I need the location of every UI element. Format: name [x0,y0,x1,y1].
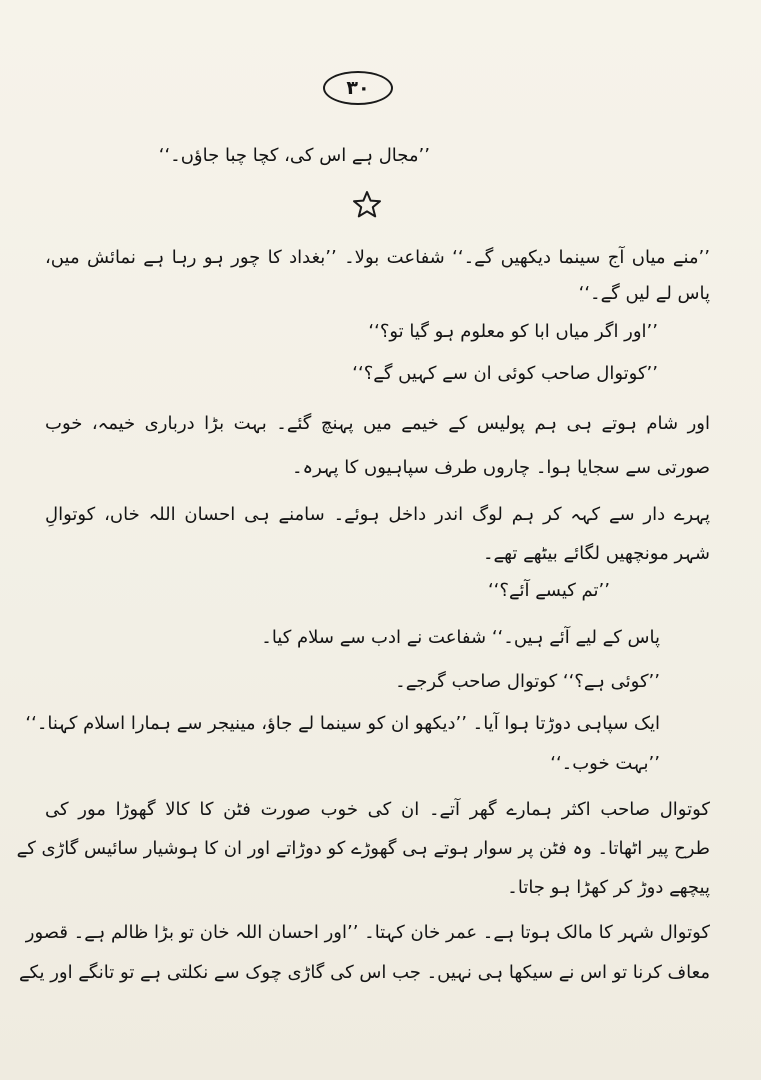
text-line: اور شام ہوتے ہی ہم پولیس کے خیمے میں پہنچ گئے۔ بہت بڑا درباری خیمہ، خوب [45,413,710,434]
text-line: ’’کوتوال صاحب کوئی ان سے کہیں گے؟‘‘ [352,363,658,384]
page-number-badge: ۳۰ [323,71,393,105]
text-line: ’’تم کیسے آئے؟‘‘ [487,580,610,601]
text-line: ’’منے میاں آج سینما دیکھیں گے۔‘‘ شفاعت بولا۔ ’’بغداد کا چور ہو رہا ہے نمائش میں، [45,247,710,268]
text-line: پیچھے دوڑ کر کھڑا ہو جاتا۔ [507,877,710,898]
text-line: پہرے دار سے کہہ کر ہم لوگ اندر داخل ہوئے۔ سامنے ہی احسان اللہ خاں، کوتوالِ [45,504,710,525]
text-line: ’’بہت خوب۔‘‘ [550,753,660,774]
text-line: ایک سپاہی دوڑتا ہوا آیا۔ ’’دیکھو ان کو سینما لے جاؤ، مینیجر سے ہمارا اسلام کہنا۔‘‘ [25,713,660,734]
text-line: کوتوال صاحب اکثر ہمارے گھر آتے۔ ان کی خوب صورت فٹن کا کالا گھوڑا مور کی [45,799,710,820]
star-icon [352,190,382,218]
text-line: ’’اور اگر میاں ابا کو معلوم ہو گیا تو؟‘‘ [368,321,658,342]
text-line: ’’مجال ہے اس کی، کچا چبا جاؤں۔‘‘ [158,145,430,166]
text-line: پاس کے لیے آئے ہیں۔‘‘ شفاعت نے ادب سے سلام کیا۔ [261,627,660,648]
text-line: صورتی سے سجایا ہوا۔ چاروں طرف سپاہیوں کا پہرہ۔ [291,457,710,478]
text-line: شہر مونچھیں لگائے بیٹھے تھے۔ [482,543,710,564]
text-line: پاس لے لیں گے۔‘‘ [578,283,710,304]
text-line: معاف کرنا تو اس نے سیکھا ہی نہیں۔ جب اس کی گاڑی چوک سے نکلتی ہے تو تانگے اور یکے [18,962,710,983]
text-line: ’’کوئی ہے؟‘‘ کوتوال صاحب گرجے۔ [395,671,660,692]
text-line: طرح پیر اٹھاتا۔ وہ فٹن پر سوار ہوتے ہی گھوڑے کو دوڑاتے اور ان کا ہوشیار سائیس گاڑی کے [16,838,710,859]
text-line: کوتوال شہر کا مالک ہوتا ہے۔ عمر خان کہتا۔ ’’اور احسان اللہ خان تو بڑا ظالم ہے۔ قصور [25,922,710,943]
